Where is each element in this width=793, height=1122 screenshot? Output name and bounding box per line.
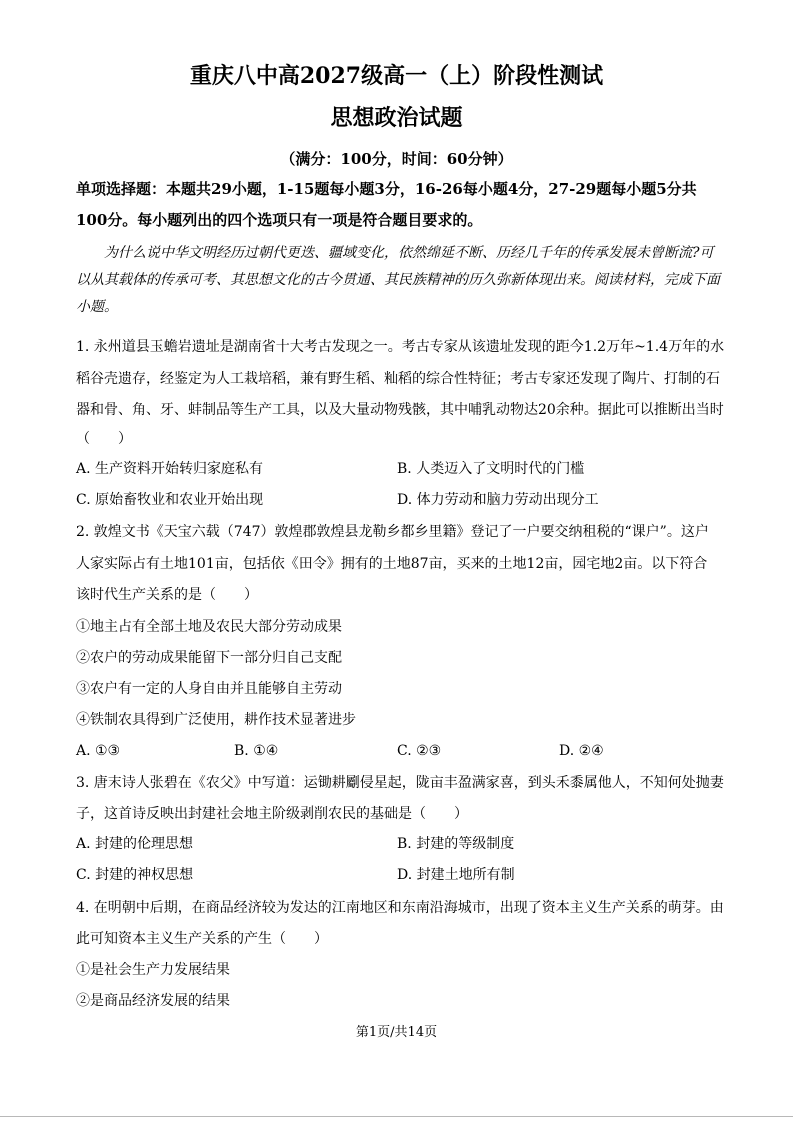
statement-3: ③农户有一定的人身自由并且能够自主劳动 bbox=[76, 681, 342, 697]
statement-2: ②农户的劳动成果能留下一部分归自己支配 bbox=[76, 650, 342, 666]
reading-material: 为什么说中华文明经历过朝代更迭、疆域变化，依然绵延不断、历经几千年的传承发展未曾断流?可以从其载体的传承可考、其思想文化的古今贯通、其民族精神的历久弥新体现出来。阅读材料，完成下面小题。 bbox=[76, 245, 720, 315]
statement-4: ④铁制农具得到广泛使用，耕作技术显著进步 bbox=[76, 712, 356, 728]
question-stem-line: 稻谷壳遗存，经鉴定为人工栽培稻，兼有野生稻、籼稻的综合性特征；考古专家还发现了陶片、打制的石 bbox=[76, 371, 720, 387]
page-bottom-divider bbox=[0, 1116, 793, 1117]
option-d: D. 体力劳动和脑力劳动出现分工 bbox=[397, 492, 599, 508]
option-c: C. ②③ bbox=[397, 743, 442, 759]
question-stem-line: 该时代生产关系的是（ ） bbox=[76, 587, 258, 603]
option-b: B. 人类迈入了文明时代的门槛 bbox=[397, 461, 585, 477]
question-stem-line: 此可知资本主义生产关系的产生（ ） bbox=[76, 931, 328, 947]
option-a: A. ①③ bbox=[76, 743, 121, 759]
page-number: 第1页/共14页 bbox=[355, 1025, 438, 1040]
question-stem-line: 2. 敦煌文书《天宝六载（747）敦煌郡敦煌县龙勒乡都乡里籍》登记了一户要交纳租税的“课户”。这户 bbox=[76, 524, 709, 540]
question-stem-line: 人家实际占有土地101亩，包括依《田令》拥有的土地87亩，买来的土地12亩，园宅地2亩。以下符合 bbox=[76, 556, 708, 572]
option-d: D. 封建土地所有制 bbox=[397, 867, 515, 883]
option-c: C. 原始畜牧业和农业开始出现 bbox=[76, 492, 264, 508]
option-b: B. 封建的等级制度 bbox=[397, 836, 515, 852]
option-d: D. ②④ bbox=[559, 743, 604, 759]
question-stem-line: 1. 永州道县玉蟾岩遗址是湖南省十大考古发现之一。考古专家从该遗址发现的距今1.2万年~1.4万年的水 bbox=[76, 339, 725, 355]
exam-title: 重庆八中高2027级高一（上）阶段性测试 bbox=[189, 63, 604, 89]
answer-blank: （ ） bbox=[76, 431, 132, 447]
statement-1: ①地主占有全部土地及农民大部分劳动成果 bbox=[76, 619, 342, 635]
score-time-line: （满分：100分，时间：60分钟） bbox=[280, 150, 513, 168]
statement-2: ②是商品经济发展的结果 bbox=[76, 993, 230, 1009]
question-stem-line: 子，这首诗反映出封建社会地主阶级剥削农民的基础是（ ） bbox=[76, 806, 468, 822]
option-a: A. 生产资料开始转归家庭私有 bbox=[76, 461, 264, 477]
option-b: B. ①④ bbox=[234, 743, 279, 759]
option-a: A. 封建的伦理思想 bbox=[76, 836, 194, 852]
question-stem-line: 3. 唐末诗人张碧在《农父》中写道：运锄耕劚侵星起，陇亩丰盈满家喜，到头禾黍属他人，不知何处抛妻 bbox=[76, 775, 724, 791]
section-instructions: 单项选择题：本题共29小题，1-15题每小题3分，16-26每小题4分，27-29题每小题5分共100分。每小题列出的四个选项只有一项是符合题目要求的。 bbox=[76, 180, 697, 229]
question-stem-line: 器和骨、角、牙、蚌制品等生产工具，以及大量动物残骸，其中哺乳动物达20余种。据此可以推断出当时 bbox=[76, 402, 724, 418]
statement-1: ①是社会生产力发展结果 bbox=[76, 962, 230, 978]
subject-title: 思想政治试题 bbox=[330, 105, 463, 131]
question-stem-line: 4. 在明朝中后期，在商品经济较为发达的江南地区和东南沿海城市，出现了资本主义生产关系的萌芽。由 bbox=[76, 900, 724, 916]
option-c: C. 封建的神权思想 bbox=[76, 867, 194, 883]
